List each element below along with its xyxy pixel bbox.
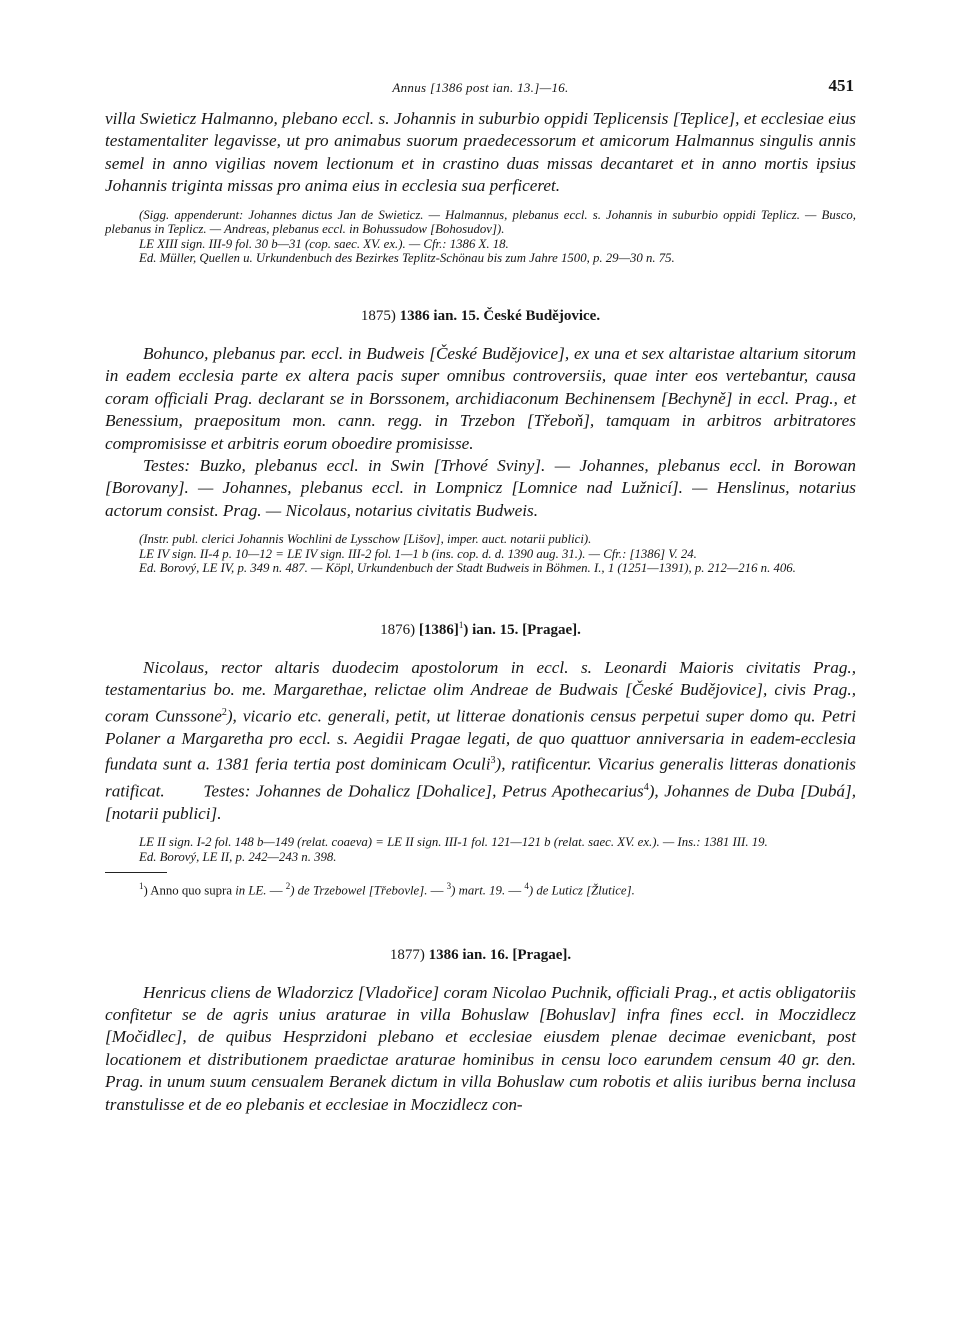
entry-number: 1875): [360, 308, 396, 324]
footnotes: $^1$) Anno quo supra in LE. — $^2$) de Trzebowel [Třebovle]. — $^3$) mart. 19. — $^4$) de Luticz [Žlutice].: [139, 881, 635, 898]
continuation-notes: [105, 208, 856, 266]
entry-heading-1875: [105, 308, 856, 325]
entry-1876-notes: [105, 835, 856, 864]
note-line: Ed. Borový, LE II, p. 242—243 n. 398.: [139, 849, 337, 864]
running-head: Annus [1386 post ian. 13.]—16.: [392, 80, 569, 95]
footnote-rule: [105, 872, 167, 873]
page-header: [105, 74, 856, 108]
entry-number: 1877): [389, 946, 425, 963]
note-line: LE IV sign. II-4 p. 10—12 = LE IV sign. III-2 fol. 1—1 b (ins. cop. d. d. 1390 aug. 31.). — Cfr.: [1386] V. 24.: [139, 546, 697, 561]
entry-date-place: 1386 ian. 15. České Budějovice.: [399, 308, 601, 324]
entry-1877-paragraph: Henricus cliens de Wladorzicz [Vladořice] coram Nicolao Puchnik, officiali Prag., et actis obligatoriis confitetur se de agris unius araturae in villa Bohuslaw [Bohuslav] infra fines eccl. in Moczidlecz [Močidlec], de quibus Hesprzidoni plebano et ecclesiae eiusdem plenae decimae evenicbant, post locationem et distributionem praedictae araturae hominibus in censu loco earundem censum 40 gr. den. Prag. in unum suum censualem Beranek dictum in villa Bohuslaw cum robotis et aliis iuribus berna inclusa transtulisse et de eo plebanis et ecclesiae in Moczidlecz con-: [105, 982, 856, 1114]
entry-date-place: 1386 ian. 16. [Pragae].: [428, 946, 572, 963]
document-page: [105, 74, 856, 1116]
note-line: Ed. Borový, LE IV, p. 349 n. 487. — Köpl, Urkundenbuch der Stadt Budweis in Böhmen. I., 1 (1251—1391), p. 212—216 n. 406.: [139, 561, 796, 576]
entry-1875-testes: Testes: Buzko, plebanus eccl. in Swin [Trhové Sviny]. — Johannes, plebanus eccl. in Borowan [Borovany]. — Johannes, plebanus eccl. in Lompnicz [Lomnice nad Lužnicí]. — Henslinus, notarius actorum consist. Prag. — Nicolaus, notarius civitatis Budweis.: [105, 456, 856, 520]
note-line: (Instr. publ. clerici Johannis Wochlini de Lysschow [Lišov], imper. auct. notarii publici).: [139, 532, 592, 547]
entry-1875-paragraph: Bohunco, plebanus par. eccl. in Budweis [České Budějovice], ex una et sex altaristae altarium sitorum in eadem ecclesia parte ex altera pacis super omnibus controversiis, quae inter eos vertebantur, causa coram officiali Prag. declarant se in Borssonem, archidiaconum Bechinensem [Bechyně] in eccl. Prag., et Benessium, praepositum mon. cann. regg. in Trzebon [Třeboň], tamquam in arbitros arbitratores compromisisse et arbitris eorum oboedire promisisse.: [105, 344, 856, 453]
continuation-paragraph: villa Swieticz Halmanno, plebano eccl. s. Johannis in suburbio oppidi Teplicensis [Teplice], et ecclesiae eius testamentaliter legavisse, ut pro animabus suorum praedecessorum et amicorum Halmannus singulis annis semel in anno vigilias novem lectionum et in crastino duas missas decantaret et in anno mortis ipsius Johannis triginta missas pro anima eius in ecclesia sua perficeret.: [105, 109, 856, 196]
note-line: Ed. Müller, Quellen u. Urkundenbuch des Bezirkes Teplitz-Schönau bis zum Jahre 1500, p. 29—30 n. 75.: [139, 251, 675, 266]
note-line: LE II sign. I-2 fol. 148 b—149 (relat. coaeva) = LE II sign. III-1 fol. 121—121 b (relat. saec. XV. ex.). — Ins.: 1381 III. 19.: [139, 835, 768, 850]
entry-1875-notes: [105, 532, 856, 576]
note-line: (Sigg. appenderunt: Johannes dictus Jan de Swieticz. — Halmannus, plebanus eccl. s. Johannis in suburbio oppidi Teplicz. — Busco, plebanus in Teplicz. — Andreas, plebanus eccl. in Bohussudow [Bohosudov]).: [105, 207, 856, 237]
entry-heading-1877: [105, 947, 856, 964]
entry-number: 1876): [380, 622, 416, 639]
page-number: 451: [828, 76, 854, 95]
entry-heading-1876: [105, 620, 856, 639]
note-line: LE XIII sign. III-9 fol. 30 b—31 (cop. saec. XV. ex.). — Cfr.: 1386 X. 18.: [139, 236, 509, 251]
entry-date-place: $[1386]^1$) ian. 15. [Pragae].: [418, 620, 581, 639]
entry-1876-paragraph: Nicolaus, rector altaris duodecim apostolorum in eccl. s. Leonardi Maioris civitatis Prag., testamentarius bo. me. Margarethae, relictae olim Andreae de Budwais [České Budějovice], civis Prag., coram Cunssone$^2$), vicario etc. generali, petit, ut litterae donationis census perpetui super domo qu. Petri Polaner a Margaretha pro eccl. s. Aegidii Pragae legati, de quo quattuor anniversaria in eadem-ecclesia fundata sunt a. 1381 feria tertia post dominicam Oculi$^3$), ratificentur. Vicarius generalis litteras donationis ratificat. Testes: Johannes de Dohalicz [Dohalice], Petrus Apothecarius$^4$), Johannes de Duba [Dubá], [notarii publici].: [105, 658, 856, 823]
